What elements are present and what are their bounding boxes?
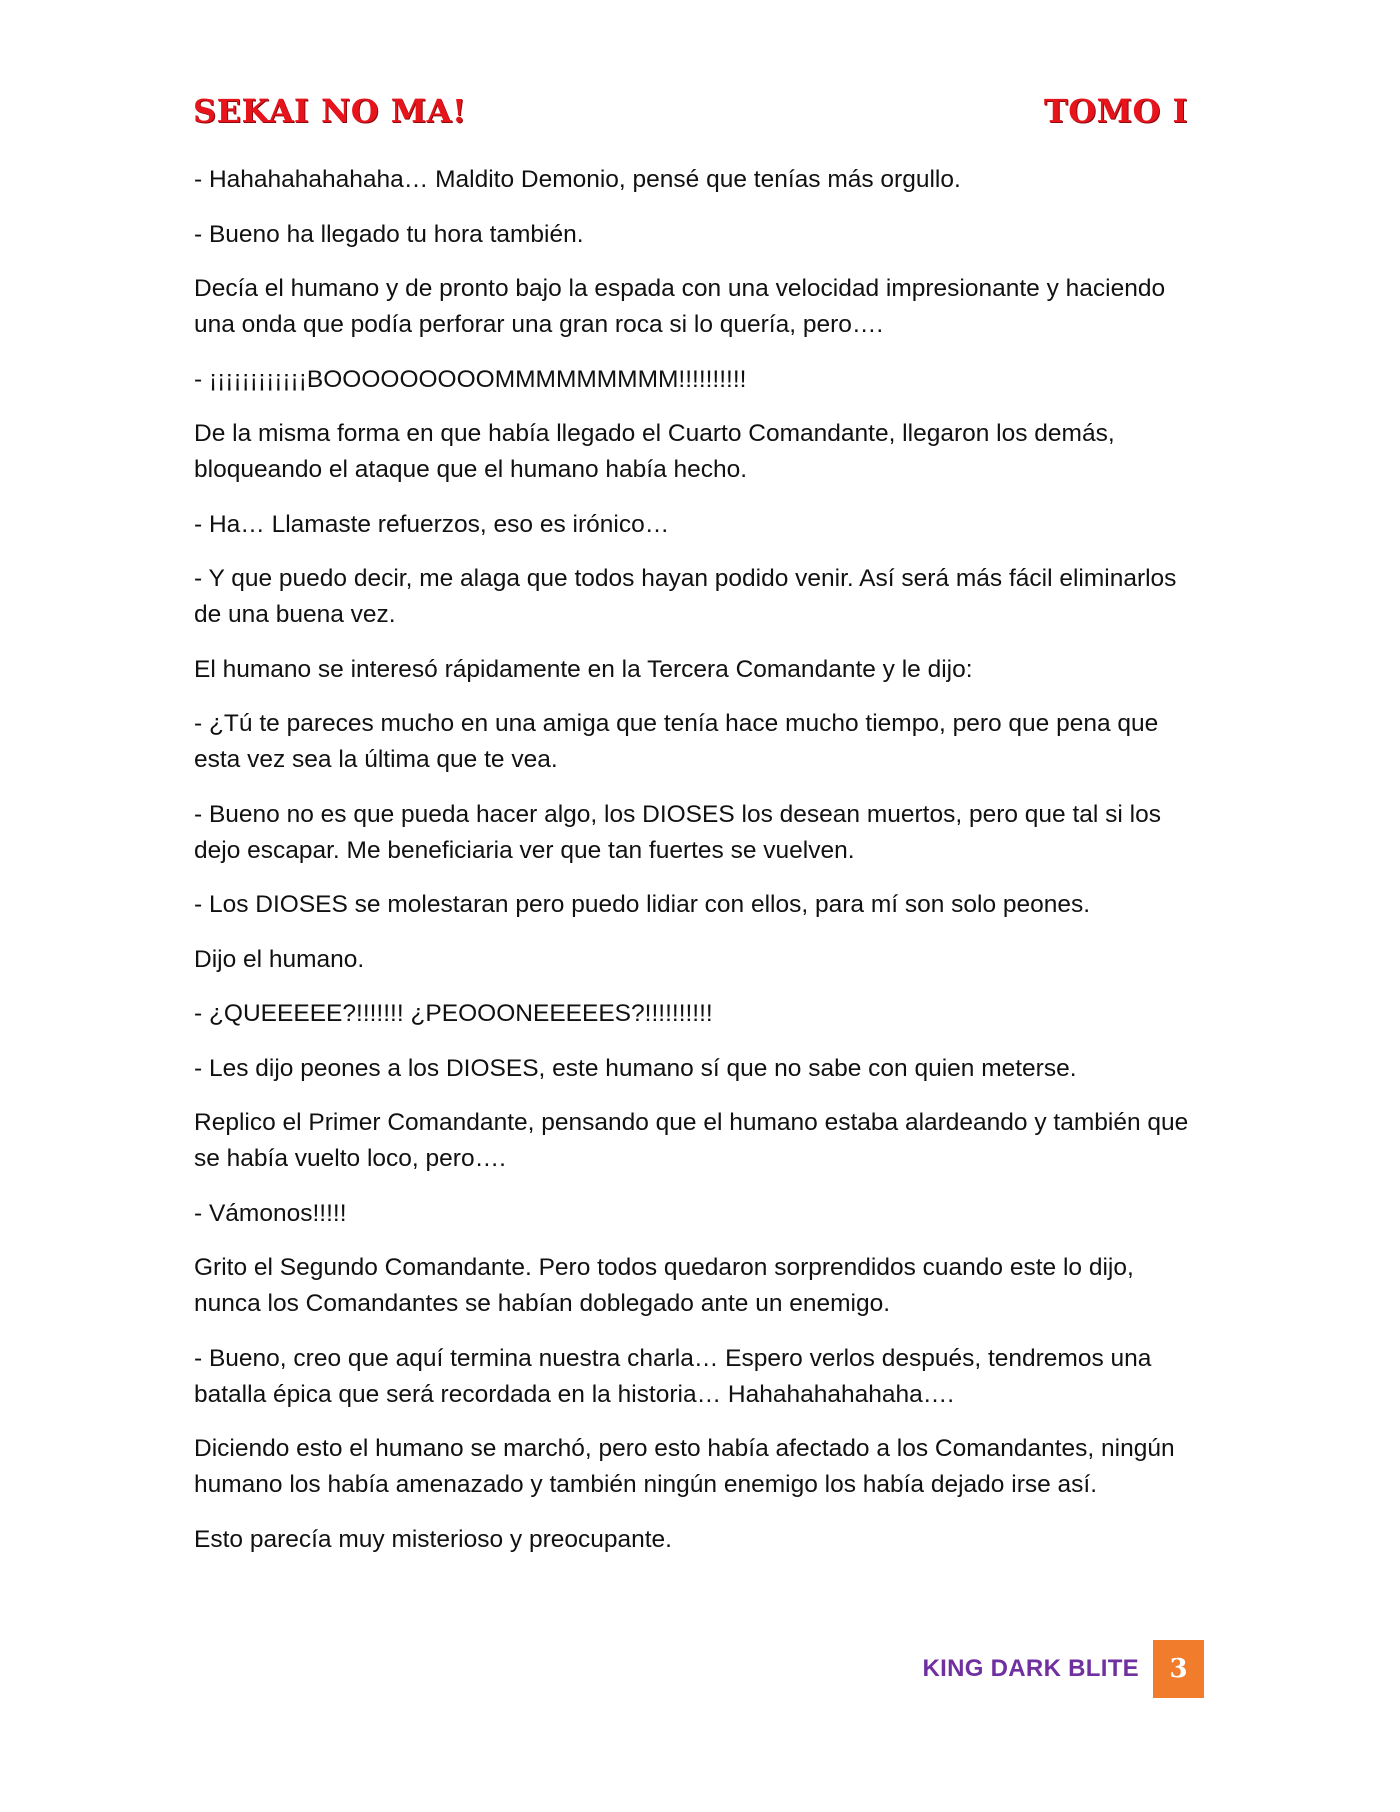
paragraph: Grito el Segundo Comandante. Pero todos quedaron sorprendidos cuando este lo dijo, nunca los Comandantes se habían doblegado ante un enemigo. [194,1254,1134,1317]
paragraph: De la misma forma en que había llegado el Cuarto Comandante, llegaron los demás, bloqueando el ataque que el humano había hecho. [194,420,1115,483]
page-footer [923,1640,1205,1698]
paragraph: Esto parecía muy misterioso y preocupante. [194,1525,672,1553]
paragraph: Replico el Primer Comandante, pensando que el humano estaba alardeando y también que se había vuelto loco, pero…. [194,1109,1189,1172]
paragraph: - ¿Tú te pareces mucho en una amiga que tenía hace mucho tiempo, pero que pena que esta vez sea la última que te vea. [194,710,1159,773]
paragraph: Dijo el humano. [194,945,365,973]
paragraph: - Vámonos!!!!! [194,1199,347,1227]
paragraph: Diciendo esto el humano se marchó, pero esto había afectado a los Comandantes, ningún humano los había amenazado y también ningún enemigo los había dejado irse así. [194,1435,1175,1498]
paragraph: - Bueno no es que pueda hacer algo, los DIOSES los desean muertos, pero que tal si los dejo escapar. Me beneficiaria ver que tan fuertes se vuelven. [194,800,1161,864]
paragraph: - Y que puedo decir, me alaga que todos hayan podido venir. Así será más fácil eliminarlos de una buena vez. [194,565,1177,628]
paragraph: - ¿QUEEEEE?!!!!!!! ¿PEOOONEEEEES?!!!!!!!!!! [194,1000,713,1027]
paragraph: El humano se interesó rápidamente en la Tercera Comandante y le dijo: [194,655,973,683]
page-number-badge: 3 [1153,1640,1204,1698]
paragraph: - ¡¡¡¡¡¡¡¡¡¡¡¡BOOOOOOOOOMMMMMMMMM!!!!!!!!!! [194,365,747,393]
paragraph: - Ha… Llamaste refuerzos, eso es irónico… [194,510,670,538]
author-name: KING DARK BLITE [922,1655,1139,1682]
page-header [193,86,1188,136]
paragraph: - Hahahahahahaha… Maldito Demonio, pensé que tenías más orgullo. [194,166,961,193]
paragraph: - Los DIOSES se molestaran pero puedo lidiar con ellos, para mí son solo peones. [194,891,1091,918]
paragraph: - Les dijo peones a los DIOSES, este humano sí que no sabe con quien meterse. [194,1054,1077,1082]
paragraph: - Bueno, creo que aquí termina nuestra charla… Espero verlos después, tendremos una batalla épica que será recordada en la historia… Hahahahahahaha…. [194,1344,1152,1408]
book-title: SEKAI NO MA! [193,92,467,130]
volume-title: TOMO I [1043,92,1188,130]
body-text [194,162,1204,1576]
paragraph: - Bueno ha llegado tu hora también. [194,220,584,248]
paragraph: Decía el humano y de pronto bajo la espada con una velocidad impresionante y haciendo una onda que podía perforar una gran roca si lo quería, pero…. [194,275,1166,338]
